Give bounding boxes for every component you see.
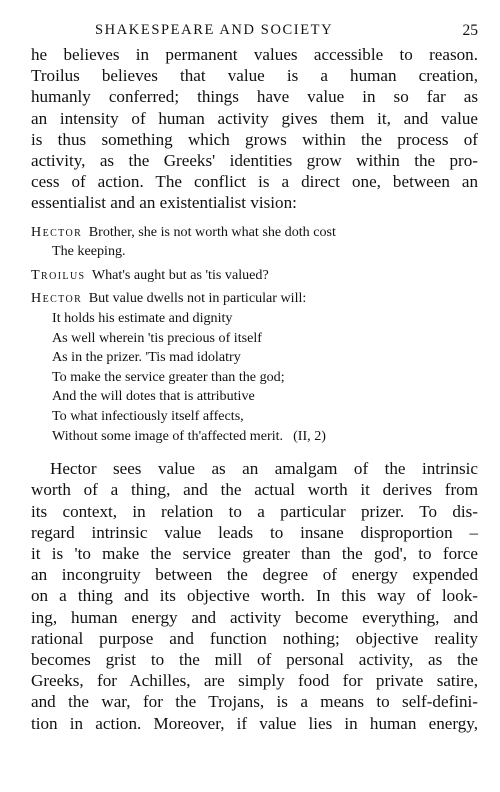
verse-line: Brother, she is not worth what she doth cost — [88, 223, 336, 240]
page-number: 25 — [462, 22, 478, 39]
speech-troilus — [31, 266, 478, 286]
speech-hector-2 — [31, 289, 478, 446]
text-line: tion in action. Moreover, if value lies in human energy, — [31, 713, 478, 733]
text-line: it is 'to make the service greater than the god', to force — [31, 543, 478, 563]
speaker-name: Hector — [31, 223, 83, 240]
text-line: regard intrinsic value leads to insane disproportion – — [31, 522, 478, 542]
text-line: humanly conferred; things have value in so far as — [31, 87, 478, 107]
verse-line: To make the service greater than the god; — [52, 368, 285, 385]
verse-quotation — [31, 223, 478, 447]
verse-line: But value dwells not in particular will: — [88, 290, 307, 307]
text-line: worth of a thing, and the actual worth it derives from — [31, 480, 478, 500]
verse-line: To what infectiously itself affects, — [52, 407, 244, 424]
verse-line: As in the prizer. 'Tis mad idolatry — [52, 349, 241, 366]
text-line: and the war, for the Trojans, is a means to self-defini- — [31, 692, 478, 712]
text-line: he believes in permanent values accessible to reason. — [31, 45, 478, 64]
text-line: activity, as the Greeks' identities grow within the pro- — [31, 151, 478, 171]
text-line: an incongruity between the degree of energy expended — [31, 565, 478, 585]
verse-line: Without some image of th'affected merit. — [52, 427, 284, 444]
text-line: rational purpose and function nothing; objective reality — [31, 628, 478, 648]
text-line: essentialist and an existentialist vision: — [31, 193, 297, 213]
text-line: an intensity of human activity gives them it, and value — [31, 108, 478, 128]
verse-line: It holds his estimate and dignity — [52, 310, 233, 326]
page-header — [31, 22, 478, 44]
act-scene-reference: (II, 2) — [293, 427, 326, 444]
text-line: becomes grist to the mill of personal activity, as the — [31, 649, 478, 669]
speaker-name: Hector — [31, 290, 83, 307]
book-page — [31, 22, 478, 734]
text-line: Greeks, for Achilles, are simply food for private satire, — [31, 671, 478, 691]
text-line: is thus something which grows within the process of — [31, 129, 478, 149]
running-head: SHAKESPEARE AND SOCIETY — [95, 22, 334, 38]
text-line: ing, human energy and activity become everything, and — [31, 607, 478, 627]
text-line: Troilus believes that value is a human creation, — [31, 66, 478, 86]
paragraph-1 — [31, 44, 478, 214]
text-line: its context, in relation to a particular prizer. To dis- — [31, 501, 478, 521]
text-line: Hector sees value as an amalgam of the intrinsic — [50, 459, 478, 479]
verse-line: What's aught but as 'tis valued? — [91, 266, 269, 283]
speech-hector-1 — [31, 223, 478, 262]
speaker-name: Troilus — [31, 266, 86, 283]
verse-line: The keeping. — [52, 243, 126, 260]
verse-line: And the will dotes that is attributive — [52, 388, 255, 405]
text-line: on a thing and its objective worth. In this way of look- — [31, 586, 478, 606]
text-line: cess of action. The conflict is a direct one, between an — [31, 172, 478, 192]
verse-line: As well wherein 'tis precious of itself — [52, 329, 262, 346]
paragraph-2 — [31, 458, 478, 734]
